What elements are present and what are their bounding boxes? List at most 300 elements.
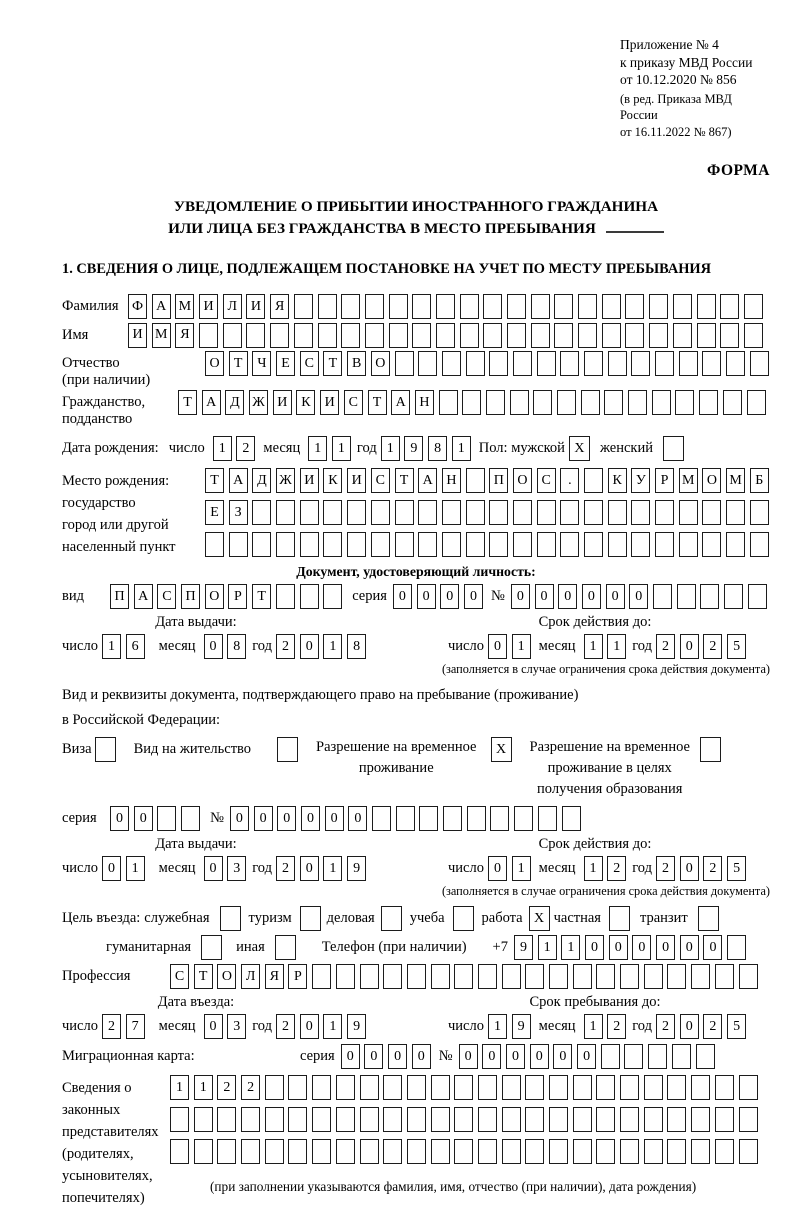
form-cell[interactable]: 0	[204, 1014, 223, 1039]
form-cell[interactable]: 0	[680, 634, 699, 659]
form-cell[interactable]	[691, 964, 710, 989]
form-cell[interactable]: С	[537, 468, 556, 493]
form-cell[interactable]	[223, 323, 242, 348]
form-cell[interactable]: 9	[514, 935, 533, 960]
form-cell[interactable]	[702, 532, 721, 557]
form-cell[interactable]	[288, 1139, 307, 1164]
form-cell[interactable]	[365, 294, 384, 319]
form-cell[interactable]	[347, 532, 366, 557]
form-cell[interactable]: С	[157, 584, 176, 609]
form-cell[interactable]: 0	[134, 806, 153, 831]
form-cell[interactable]	[625, 294, 644, 319]
form-cell[interactable]	[644, 1107, 663, 1132]
form-cell[interactable]	[360, 964, 379, 989]
form-cell[interactable]: 0	[577, 1044, 596, 1069]
form-cell[interactable]: М	[726, 468, 745, 493]
form-cell[interactable]	[372, 806, 391, 831]
form-cell[interactable]	[510, 390, 529, 415]
form-cell[interactable]	[443, 806, 462, 831]
form-cell[interactable]	[217, 1107, 236, 1132]
form-cell[interactable]	[667, 1139, 686, 1164]
form-cell[interactable]: 0	[535, 584, 554, 609]
form-cell[interactable]: 0	[656, 935, 675, 960]
form-cell[interactable]: 1	[488, 1014, 507, 1039]
form-cell[interactable]	[620, 1107, 639, 1132]
form-cell[interactable]	[549, 1139, 568, 1164]
form-cell[interactable]	[696, 1044, 715, 1069]
form-cell[interactable]	[489, 351, 508, 376]
form-cell[interactable]: 0	[412, 1044, 431, 1069]
form-cell[interactable]	[252, 500, 271, 525]
form-cell[interactable]	[371, 500, 390, 525]
form-cell[interactable]: 2	[656, 856, 675, 881]
form-cell[interactable]	[602, 294, 621, 319]
form-cell[interactable]	[300, 500, 319, 525]
form-cell[interactable]	[478, 1107, 497, 1132]
form-cell[interactable]: И	[199, 294, 218, 319]
form-cell[interactable]	[560, 351, 579, 376]
form-cell[interactable]	[383, 1075, 402, 1100]
form-cell[interactable]	[601, 1044, 620, 1069]
form-cell[interactable]: А	[202, 390, 221, 415]
form-cell[interactable]	[312, 1075, 331, 1100]
form-cell[interactable]	[407, 1139, 426, 1164]
form-cell[interactable]: Т	[368, 390, 387, 415]
form-cell[interactable]	[466, 468, 485, 493]
form-cell[interactable]	[726, 351, 745, 376]
form-cell[interactable]	[323, 532, 342, 557]
form-cell[interactable]	[584, 351, 603, 376]
form-cell[interactable]	[466, 532, 485, 557]
form-cell[interactable]: 0	[530, 1044, 549, 1069]
purpose-tourism-checkbox[interactable]	[300, 906, 321, 931]
form-cell[interactable]	[483, 294, 502, 319]
form-cell[interactable]	[360, 1107, 379, 1132]
form-cell[interactable]: Р	[655, 468, 674, 493]
form-cell[interactable]	[533, 390, 552, 415]
form-cell[interactable]: 2	[276, 1014, 295, 1039]
form-cell[interactable]	[596, 1075, 615, 1100]
form-cell[interactable]	[288, 1075, 307, 1100]
visa-checkbox[interactable]	[95, 737, 116, 762]
form-cell[interactable]	[489, 500, 508, 525]
form-cell[interactable]	[667, 1075, 686, 1100]
form-cell[interactable]: 2	[241, 1075, 260, 1100]
form-cell[interactable]: 1	[126, 856, 145, 881]
form-cell[interactable]: 0	[230, 806, 249, 831]
form-cell[interactable]: 2	[607, 856, 626, 881]
form-cell[interactable]	[675, 390, 694, 415]
form-cell[interactable]	[318, 294, 337, 319]
purpose-official-checkbox[interactable]	[220, 906, 241, 931]
form-cell[interactable]	[294, 323, 313, 348]
form-cell[interactable]: 9	[347, 1014, 366, 1039]
form-cell[interactable]	[502, 964, 521, 989]
form-cell[interactable]: Е	[205, 500, 224, 525]
form-cell[interactable]: 7	[126, 1014, 145, 1039]
form-cell[interactable]	[679, 532, 698, 557]
form-cell[interactable]: П	[181, 584, 200, 609]
form-cell[interactable]: 0	[440, 584, 459, 609]
form-cell[interactable]	[677, 584, 696, 609]
form-cell[interactable]	[383, 964, 402, 989]
purpose-other-checkbox[interactable]	[275, 935, 296, 960]
form-cell[interactable]	[478, 1075, 497, 1100]
form-cell[interactable]	[514, 806, 533, 831]
form-cell[interactable]: 8	[347, 634, 366, 659]
form-cell[interactable]	[276, 584, 295, 609]
form-cell[interactable]	[418, 532, 437, 557]
form-cell[interactable]	[341, 323, 360, 348]
form-cell[interactable]	[667, 1107, 686, 1132]
form-cell[interactable]	[265, 1139, 284, 1164]
form-cell[interactable]: 1	[512, 634, 531, 659]
form-cell[interactable]: Р	[228, 584, 247, 609]
form-cell[interactable]: 0	[680, 935, 699, 960]
form-cell[interactable]	[649, 294, 668, 319]
form-cell[interactable]: О	[217, 964, 236, 989]
form-cell[interactable]	[395, 532, 414, 557]
form-cell[interactable]	[276, 532, 295, 557]
form-cell[interactable]	[407, 964, 426, 989]
form-cell[interactable]: 8	[227, 634, 246, 659]
form-cell[interactable]: 1	[308, 436, 327, 461]
form-cell[interactable]	[347, 500, 366, 525]
form-cell[interactable]	[507, 294, 526, 319]
form-cell[interactable]	[620, 1075, 639, 1100]
form-cell[interactable]	[750, 500, 769, 525]
form-cell[interactable]: 0	[301, 806, 320, 831]
form-cell[interactable]	[691, 1107, 710, 1132]
form-cell[interactable]	[454, 1139, 473, 1164]
form-cell[interactable]	[466, 500, 485, 525]
form-cell[interactable]: 8	[428, 436, 447, 461]
form-cell[interactable]	[596, 964, 615, 989]
form-cell[interactable]: 2	[236, 436, 255, 461]
form-cell[interactable]	[431, 964, 450, 989]
form-cell[interactable]	[323, 584, 342, 609]
form-cell[interactable]: 0	[680, 856, 699, 881]
form-cell[interactable]	[205, 532, 224, 557]
form-cell[interactable]	[620, 1139, 639, 1164]
form-cell[interactable]	[720, 323, 739, 348]
form-cell[interactable]	[439, 390, 458, 415]
form-cell[interactable]	[170, 1139, 189, 1164]
form-cell[interactable]	[194, 1107, 213, 1132]
form-cell[interactable]	[739, 1139, 758, 1164]
form-cell[interactable]: С	[300, 351, 319, 376]
form-cell[interactable]	[407, 1075, 426, 1100]
form-cell[interactable]	[265, 1075, 284, 1100]
form-cell[interactable]	[194, 1139, 213, 1164]
form-cell[interactable]: Д	[225, 390, 244, 415]
form-cell[interactable]	[596, 1139, 615, 1164]
purpose-private-checkbox[interactable]	[609, 906, 630, 931]
form-cell[interactable]	[442, 351, 461, 376]
form-cell[interactable]	[241, 1107, 260, 1132]
form-cell[interactable]	[371, 532, 390, 557]
form-cell[interactable]: 0	[464, 584, 483, 609]
form-cell[interactable]: 0	[680, 1014, 699, 1039]
form-cell[interactable]	[454, 1107, 473, 1132]
form-cell[interactable]	[578, 294, 597, 319]
form-cell[interactable]: А	[134, 584, 153, 609]
form-cell[interactable]	[360, 1139, 379, 1164]
form-cell[interactable]	[744, 323, 763, 348]
form-cell[interactable]	[265, 1107, 284, 1132]
form-cell[interactable]: 1	[323, 1014, 342, 1039]
form-cell[interactable]	[170, 1107, 189, 1132]
form-cell[interactable]	[336, 964, 355, 989]
form-cell[interactable]	[560, 532, 579, 557]
form-cell[interactable]: И	[128, 323, 147, 348]
form-cell[interactable]: У	[631, 468, 650, 493]
form-cell[interactable]	[395, 351, 414, 376]
form-cell[interactable]: 1	[332, 436, 351, 461]
form-cell[interactable]: 9	[347, 856, 366, 881]
form-cell[interactable]	[389, 294, 408, 319]
form-cell[interactable]: 2	[703, 856, 722, 881]
form-cell[interactable]	[341, 294, 360, 319]
form-cell[interactable]	[270, 323, 289, 348]
form-cell[interactable]	[323, 500, 342, 525]
form-cell[interactable]	[383, 1139, 402, 1164]
form-cell[interactable]: 2	[656, 634, 675, 659]
form-cell[interactable]	[537, 500, 556, 525]
form-cell[interactable]	[486, 390, 505, 415]
form-cell[interactable]: 0	[300, 856, 319, 881]
form-cell[interactable]: 0	[204, 634, 223, 659]
form-cell[interactable]: 2	[607, 1014, 626, 1039]
form-cell[interactable]: Ч	[252, 351, 271, 376]
form-cell[interactable]: 6	[126, 634, 145, 659]
form-cell[interactable]: 2	[703, 1014, 722, 1039]
form-cell[interactable]	[631, 532, 650, 557]
form-cell[interactable]: С	[170, 964, 189, 989]
form-cell[interactable]: П	[489, 468, 508, 493]
form-cell[interactable]: О	[702, 468, 721, 493]
form-cell[interactable]	[431, 1107, 450, 1132]
form-cell[interactable]	[554, 294, 573, 319]
form-cell[interactable]	[608, 500, 627, 525]
form-cell[interactable]	[181, 806, 200, 831]
form-cell[interactable]	[490, 806, 509, 831]
form-cell[interactable]: Т	[252, 584, 271, 609]
form-cell[interactable]	[691, 1139, 710, 1164]
form-cell[interactable]	[724, 584, 743, 609]
form-cell[interactable]: 0	[364, 1044, 383, 1069]
form-cell[interactable]	[747, 390, 766, 415]
form-cell[interactable]	[478, 964, 497, 989]
form-cell[interactable]: 1	[584, 1014, 603, 1039]
form-cell[interactable]: 5	[727, 856, 746, 881]
form-cell[interactable]: Л	[241, 964, 260, 989]
form-cell[interactable]	[531, 323, 550, 348]
form-cell[interactable]	[525, 1107, 544, 1132]
form-cell[interactable]	[336, 1139, 355, 1164]
form-cell[interactable]: А	[152, 294, 171, 319]
form-cell[interactable]	[573, 1107, 592, 1132]
form-cell[interactable]: 0	[632, 935, 651, 960]
form-cell[interactable]	[462, 390, 481, 415]
form-cell[interactable]: 1	[452, 436, 471, 461]
form-cell[interactable]	[360, 1075, 379, 1100]
form-cell[interactable]	[336, 1107, 355, 1132]
form-cell[interactable]: 1	[561, 935, 580, 960]
form-cell[interactable]	[608, 532, 627, 557]
form-cell[interactable]	[697, 323, 716, 348]
form-cell[interactable]: Т	[178, 390, 197, 415]
form-cell[interactable]	[419, 806, 438, 831]
form-cell[interactable]	[412, 294, 431, 319]
form-cell[interactable]	[252, 532, 271, 557]
gender-male-checkbox[interactable]: X	[569, 436, 590, 461]
form-cell[interactable]: И	[347, 468, 366, 493]
form-cell[interactable]: О	[371, 351, 390, 376]
form-cell[interactable]	[602, 323, 621, 348]
form-cell[interactable]: 1	[102, 634, 121, 659]
form-cell[interactable]	[531, 294, 550, 319]
form-cell[interactable]	[653, 584, 672, 609]
form-cell[interactable]	[460, 323, 479, 348]
form-cell[interactable]	[407, 1107, 426, 1132]
form-cell[interactable]: К	[608, 468, 627, 493]
form-cell[interactable]: 2	[656, 1014, 675, 1039]
form-cell[interactable]: 0	[629, 584, 648, 609]
form-cell[interactable]: 5	[727, 1014, 746, 1039]
form-cell[interactable]	[418, 351, 437, 376]
form-cell[interactable]	[715, 964, 734, 989]
form-cell[interactable]: 9	[512, 1014, 531, 1039]
form-cell[interactable]	[157, 806, 176, 831]
form-cell[interactable]	[667, 964, 686, 989]
form-cell[interactable]	[679, 500, 698, 525]
form-cell[interactable]	[715, 1139, 734, 1164]
form-cell[interactable]	[631, 500, 650, 525]
form-cell[interactable]	[294, 294, 313, 319]
form-cell[interactable]	[513, 351, 532, 376]
form-cell[interactable]	[489, 532, 508, 557]
form-cell[interactable]	[715, 1075, 734, 1100]
form-cell[interactable]	[312, 1107, 331, 1132]
form-cell[interactable]: 1	[512, 856, 531, 881]
form-cell[interactable]: О	[513, 468, 532, 493]
form-cell[interactable]	[699, 390, 718, 415]
form-cell[interactable]	[702, 351, 721, 376]
purpose-study-checkbox[interactable]	[453, 906, 474, 931]
form-cell[interactable]	[460, 294, 479, 319]
form-cell[interactable]: 0	[300, 634, 319, 659]
form-cell[interactable]	[720, 294, 739, 319]
form-cell[interactable]: 0	[300, 1014, 319, 1039]
form-cell[interactable]: 0	[585, 935, 604, 960]
form-cell[interactable]	[652, 390, 671, 415]
form-cell[interactable]	[644, 1075, 663, 1100]
form-cell[interactable]: Я	[265, 964, 284, 989]
form-cell[interactable]	[442, 500, 461, 525]
edu-residence-permit-checkbox[interactable]	[700, 737, 721, 762]
form-cell[interactable]	[300, 584, 319, 609]
form-cell[interactable]	[513, 500, 532, 525]
form-cell[interactable]	[554, 323, 573, 348]
form-cell[interactable]: 0	[703, 935, 722, 960]
form-cell[interactable]	[467, 806, 486, 831]
form-cell[interactable]: Т	[395, 468, 414, 493]
form-cell[interactable]: А	[391, 390, 410, 415]
form-cell[interactable]: 0	[388, 1044, 407, 1069]
form-cell[interactable]	[549, 1107, 568, 1132]
form-cell[interactable]	[649, 323, 668, 348]
form-cell[interactable]	[750, 351, 769, 376]
form-cell[interactable]	[241, 1139, 260, 1164]
form-cell[interactable]: 0	[459, 1044, 478, 1069]
form-cell[interactable]	[560, 500, 579, 525]
form-cell[interactable]: 1	[607, 634, 626, 659]
form-cell[interactable]: Р	[288, 964, 307, 989]
form-cell[interactable]: 0	[506, 1044, 525, 1069]
form-cell[interactable]	[739, 964, 758, 989]
form-cell[interactable]	[673, 294, 692, 319]
form-cell[interactable]	[625, 323, 644, 348]
form-cell[interactable]: З	[229, 500, 248, 525]
form-cell[interactable]: Ж	[276, 468, 295, 493]
form-cell[interactable]	[739, 1075, 758, 1100]
form-cell[interactable]: 3	[227, 1014, 246, 1039]
form-cell[interactable]: 0	[325, 806, 344, 831]
form-cell[interactable]	[573, 964, 592, 989]
form-cell[interactable]	[312, 1139, 331, 1164]
form-cell[interactable]	[229, 532, 248, 557]
purpose-work-checkbox[interactable]: X	[529, 906, 550, 931]
form-cell[interactable]	[431, 1075, 450, 1100]
form-cell[interactable]: 5	[727, 634, 746, 659]
form-cell[interactable]	[525, 1075, 544, 1100]
form-cell[interactable]	[584, 532, 603, 557]
form-cell[interactable]: А	[418, 468, 437, 493]
purpose-business-checkbox[interactable]	[381, 906, 402, 931]
residence-permit-checkbox[interactable]	[277, 737, 298, 762]
form-cell[interactable]	[442, 532, 461, 557]
form-cell[interactable]: Т	[229, 351, 248, 376]
form-cell[interactable]: 1	[538, 935, 557, 960]
form-cell[interactable]: Т	[205, 468, 224, 493]
form-cell[interactable]: 0	[110, 806, 129, 831]
form-cell[interactable]: М	[679, 468, 698, 493]
form-cell[interactable]: 1	[323, 634, 342, 659]
temp-residence-permit-checkbox[interactable]: X	[491, 737, 512, 762]
form-cell[interactable]	[727, 935, 746, 960]
form-cell[interactable]	[715, 1107, 734, 1132]
form-cell[interactable]: С	[371, 468, 390, 493]
form-cell[interactable]	[739, 1107, 758, 1132]
form-cell[interactable]	[246, 323, 265, 348]
form-cell[interactable]	[300, 532, 319, 557]
form-cell[interactable]	[631, 351, 650, 376]
form-cell[interactable]	[502, 1107, 521, 1132]
form-cell[interactable]	[478, 1139, 497, 1164]
form-cell[interactable]	[697, 294, 716, 319]
form-cell[interactable]	[513, 532, 532, 557]
form-cell[interactable]: 2	[217, 1075, 236, 1100]
form-cell[interactable]	[655, 500, 674, 525]
purpose-transit-checkbox[interactable]	[698, 906, 719, 931]
form-cell[interactable]: 1	[213, 436, 232, 461]
form-cell[interactable]: Я	[175, 323, 194, 348]
form-cell[interactable]	[312, 964, 331, 989]
form-cell[interactable]	[199, 323, 218, 348]
form-cell[interactable]	[581, 390, 600, 415]
form-cell[interactable]: 0	[558, 584, 577, 609]
